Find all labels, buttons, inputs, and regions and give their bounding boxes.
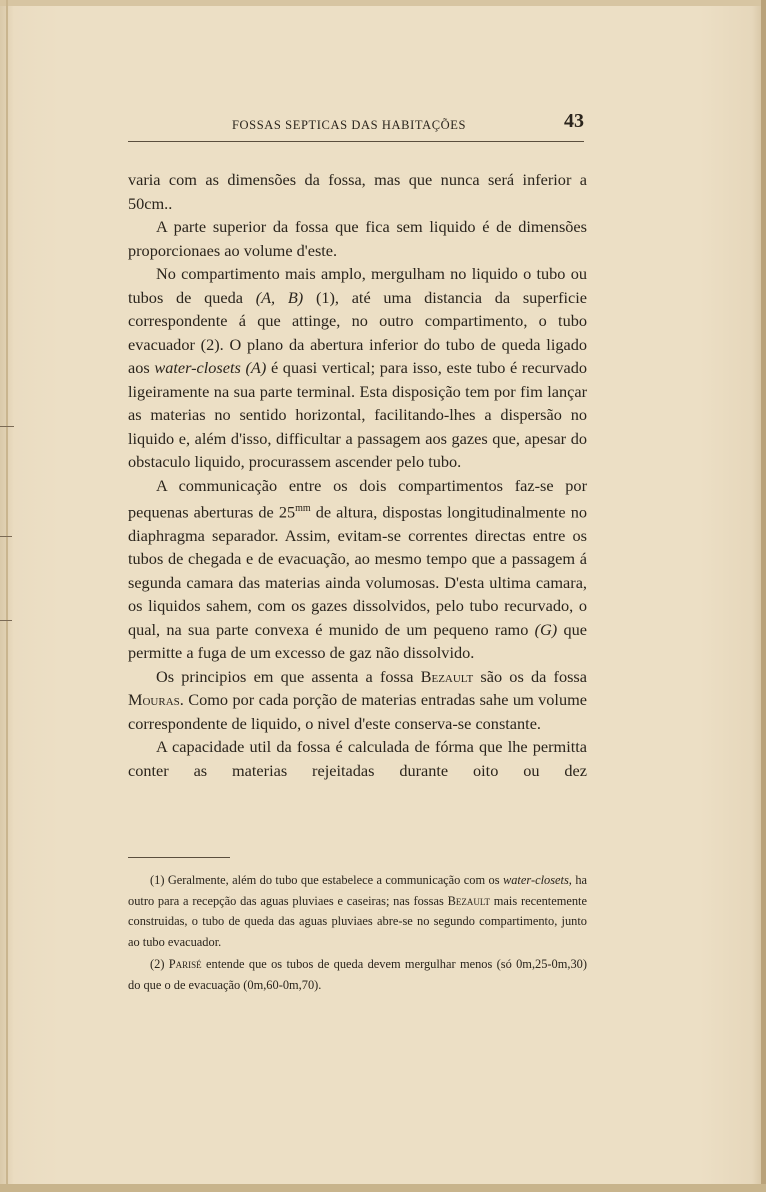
paragraph-1: varia com as dimensões da fossa, mas que nunca será inferior a 50cm.. (128, 170, 587, 213)
page-edge-top (0, 0, 766, 6)
page-edge-left (6, 0, 8, 1192)
header-rule (128, 141, 584, 142)
name-bezault: Bezault (420, 666, 474, 686)
page-header (128, 108, 584, 142)
page-number: 43 (564, 110, 584, 132)
footnote-2: (2) Parisé entende que os tubos de queda devem mergulhar menos (só 0m,25-0m,30) do que o de evacuação (0m,60-0m,70). (128, 957, 588, 992)
footnote-1: (1) Geralmente, além do tubo que estabelece a communicação com os water-closets, ha outro para a recepção das aguas pluviaes e caseiras; nas fossas Bezault mais recentemente construidas, o tubo de queda das aguas pluviaes abre-se no segundo compartimento, junto ao tubo evacuador. (128, 873, 588, 949)
reference-ab: (A, B) (255, 287, 304, 307)
footnote-rule (128, 857, 230, 858)
reference-g: (G) (534, 619, 558, 639)
paragraph-4: A communicação entre os dois compartimentos faz-se por pequenas aberturas de $25^{mm}$ de altura, dispostas longitudinalmente no diaphragma separador. Assim, evitam-se correntes directas entre os tubos de chegada e de evacuação, ao mesmo tempo que a passagem á segunda camara das materias ainda volumosas. D'esta ultima camara, os liquidos sahem, com os gazes dissolvidos, pelo tubo recurvado, o qual, na sua parte convexa é munido de um pequeno ramo (G) que permitte a fuga de um excesso de gaz não dissolvido. (128, 475, 588, 663)
paragraph-5: Os principios em que assenta a fossa Bezault são os da fossa Mouras. Como por cada porção de materias entradas sahe um volume correspondente de liquido, o nivel d'este conserva-se constante. (128, 666, 587, 733)
margin-tick (0, 536, 12, 537)
margin-tick (0, 620, 12, 621)
margin-tick (0, 426, 14, 427)
page-edge-right (761, 0, 766, 1192)
paragraph-3: No compartimento mais amplo, mergulham no liquido o tubo ou tubos de queda (A, B) (1), até uma distancia da superficie correspondente á que attinge, no outro compartimento, o tubo evacuador (2). O plano da abertura inferior do tubo de queda ligado aos water-closets (A) é quasi vertical; para isso, este tubo é recurvado ligeiramente na sua parte terminal. Esta disposição tem por fim lançar as materias no sentido horizontal, facilitando-lhes a dispersão no liquido e, além d'isso, difficultar a passagem aos gazes que, apesar do obstaculo liquido, procurassem ascender pelo tubo. (128, 264, 588, 471)
body-text (128, 168, 587, 782)
page-edge-bottom (0, 1184, 766, 1192)
footnotes (128, 870, 587, 998)
unit-superscript: mm (295, 503, 311, 514)
paragraph-6: A capacidade util da fossa é calculada de fórma que lhe permitta conter as materias rejeitadas durante oito ou dez (128, 737, 587, 780)
running-head: FOSSAS SEPTICAS DAS HABITAÇÕES (232, 118, 467, 132)
water-closets-term: water-closets (A) (154, 358, 267, 377)
paragraph-2: A parte superior da fossa que fica sem liquido é de dimensões proporcionaes ao volume d'este. (128, 217, 587, 260)
name-mouras: Mouras (128, 690, 180, 710)
